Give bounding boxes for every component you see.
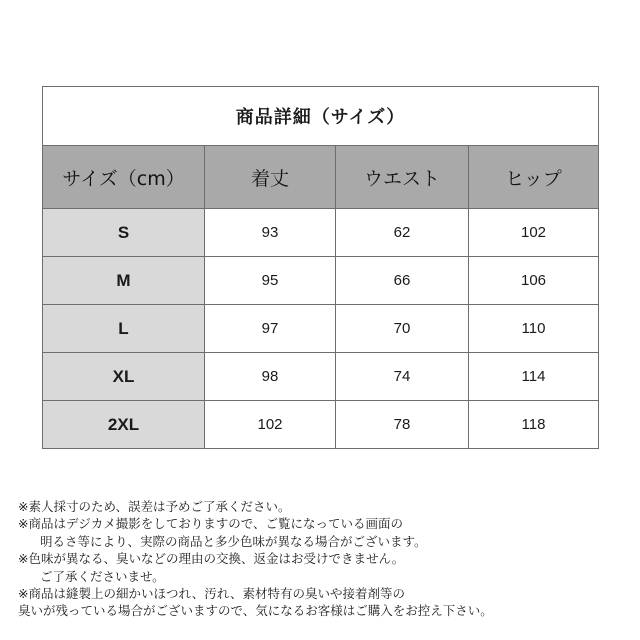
note-photo-cont: 明るさ等により、実際の商品と多少色味が異なる場合がございます。 [40,533,427,549]
length-value: 95 [205,257,336,305]
table-title-row [43,87,599,146]
waist-value: 74 [336,353,469,401]
note-sewing: ※商品は縫製上の細かいほつれ、汚れ、素材特有の臭いや接着剤等の [18,586,405,602]
note-no-exchange: ※色味が異なる、臭いなどの理由の交換、返金はお受けできません。 [18,551,405,567]
size-label: L [43,305,205,353]
disclaimer-notes [18,498,628,620]
hip-value: 106 [469,257,599,305]
header-hip: ヒップ [469,146,599,209]
header-waist: ウエスト [336,146,469,209]
waist-value: 70 [336,305,469,353]
size-label: XL [43,353,205,401]
note-measurement: ※素人採寸のため、誤差は予めご了承ください。 [18,499,291,514]
size-chart-table [42,86,599,449]
length-value: 98 [205,353,336,401]
hip-value: 110 [469,305,599,353]
note-sewing-cont: 臭いが残っている場合がございますので、気になるお客様はご購入をお控え下さい。 [18,603,493,619]
table-header-row [43,146,599,209]
hip-value: 102 [469,209,599,257]
hip-value: 118 [469,401,599,449]
note-no-exchange-cont: ご了承くださいませ。 [40,568,165,584]
header-length: 着丈 [205,146,336,209]
table-row [43,353,599,401]
header-size: サイズ（cm） [43,146,205,209]
size-label: 2XL [43,401,205,449]
hip-value: 114 [469,353,599,401]
length-value: 97 [205,305,336,353]
table-row [43,209,599,257]
waist-value: 66 [336,257,469,305]
length-value: 102 [205,401,336,449]
table-title: 商品詳細（サイズ） [43,87,599,146]
note-photo: ※商品はデジカメ撮影をしておりますので、ご覧になっている画面の [18,516,403,532]
table-row [43,401,599,449]
size-label: S [43,209,205,257]
length-value: 93 [205,209,336,257]
waist-value: 78 [336,401,469,449]
table-row [43,257,599,305]
waist-value: 62 [336,209,469,257]
size-label: M [43,257,205,305]
table-row [43,305,599,353]
